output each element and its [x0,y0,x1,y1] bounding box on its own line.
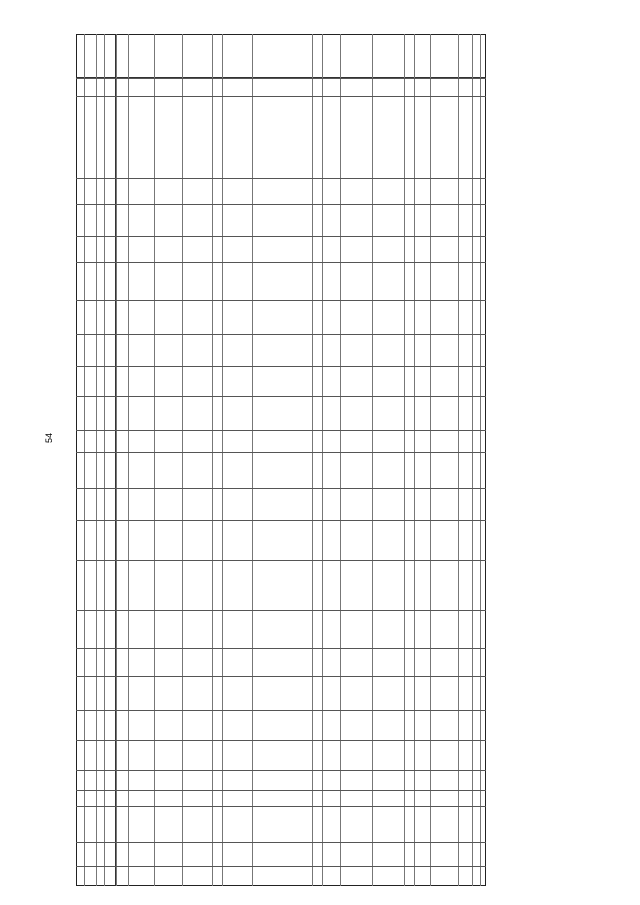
table-row-rule [76,520,486,521]
table-row-rule [76,806,486,807]
table-column-rule [96,34,97,886]
table-column-rule [414,34,415,886]
table-row-rule [76,178,486,179]
table-row-rule [76,78,486,79]
table-column-rule [404,34,405,886]
table-row-rule [76,790,486,791]
page-number: 54 [44,432,54,443]
table-row-rule [76,396,486,397]
table-row-rule [76,300,486,301]
table-row-rule [76,610,486,611]
table-header [76,34,486,78]
table-column-rule [430,34,431,886]
table-column-rule [340,34,341,886]
table-row-rule [76,842,486,843]
table-column-rule [212,34,213,886]
table-row-rule [76,676,486,677]
table-column-rule [458,34,459,886]
table-row-rule [76,430,486,431]
table-row-rule [76,262,486,263]
table-column-rule [154,34,155,886]
table-row-rule [76,648,486,649]
table-row-rule [76,334,486,335]
table-row-rule [76,366,486,367]
table-column-rule [84,34,85,886]
table-column-rule [116,34,117,886]
table-column-rule [222,34,223,886]
table-column-rule [472,34,473,886]
table-row-rule [76,96,486,97]
table-row-rule [76,452,486,453]
table-row-rule [76,560,486,561]
table-row-rule [76,236,486,237]
table-column-rule [312,34,313,886]
table-row-rule [76,710,486,711]
table-row-rule [76,740,486,741]
table-row-rule [76,770,486,771]
table-column-rule [128,34,129,886]
table-column-rule [182,34,183,886]
table-row-rule [76,866,486,867]
table-row-rule [76,204,486,205]
table-column-rule [322,34,323,886]
table-column-rule [372,34,373,886]
table-column-rule [252,34,253,886]
table-column-rule [104,34,105,886]
table-column-rule [480,34,481,886]
table-frame [76,34,486,886]
table-row-rule [76,488,486,489]
